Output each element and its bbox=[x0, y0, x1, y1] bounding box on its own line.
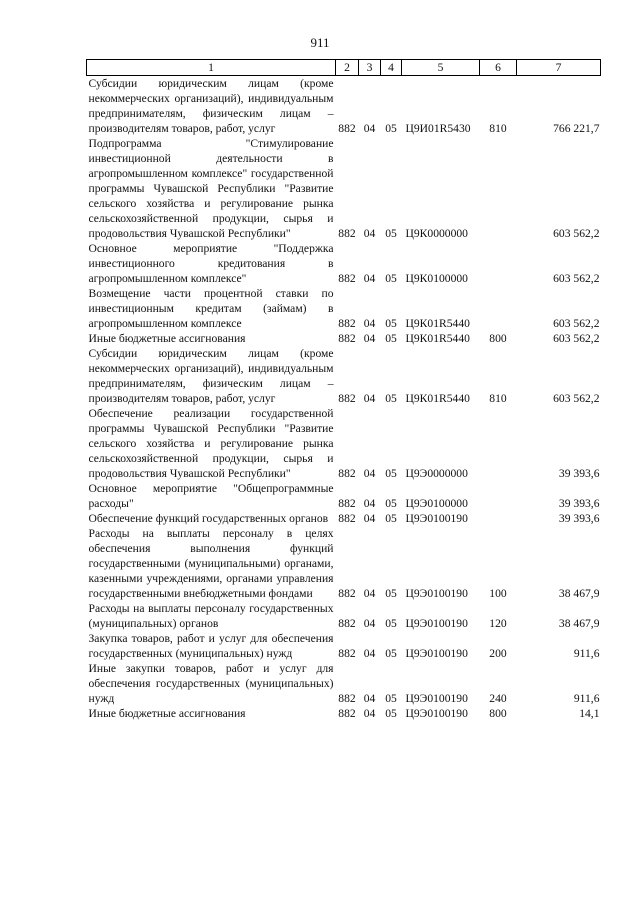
row-name-cell: Расходы на выплаты персоналу в целях обеспечения выполнения функций государственными (муниципальными) органами, казенными учреждениями, органами управления государственными внебюджетными фондами bbox=[88, 527, 334, 600]
target-article-cell: Ц9И01R5430 bbox=[405, 122, 471, 135]
gr-code-cell: 882 bbox=[338, 587, 356, 600]
row-name-cell: Возмещение части процентной ставки по инвестиционным кредитам (займам) в агропромышленном комплексе bbox=[88, 287, 334, 330]
subsection-code-cell: 05 bbox=[385, 692, 397, 705]
gr-code-cell: 882 bbox=[338, 332, 356, 345]
amount-cell: 39 393,6 bbox=[558, 497, 600, 510]
gr-code-cell: 882 bbox=[338, 392, 356, 405]
table-row bbox=[87, 526, 601, 601]
subsection-code-cell: 05 bbox=[385, 332, 397, 345]
target-article-cell: Ц9Э0100190 bbox=[405, 617, 468, 630]
amount-cell: 603 562,2 bbox=[553, 332, 600, 345]
section-code-cell: 04 bbox=[363, 497, 376, 510]
amount-cell: 39 393,6 bbox=[558, 467, 600, 480]
row-name-cell: Основное мероприятие "Общепрограммные расходы" bbox=[88, 482, 334, 510]
expense-type-cell: 810 bbox=[489, 392, 507, 405]
amount-cell: 603 562,2 bbox=[553, 317, 600, 330]
gr-code-cell: 882 bbox=[338, 512, 356, 525]
expense-type-cell bbox=[480, 406, 517, 481]
column-number-cell: 6 bbox=[480, 60, 517, 76]
section-code-cell: 04 bbox=[363, 587, 376, 600]
section-code-cell: 04 bbox=[363, 122, 376, 135]
section-code-cell: 04 bbox=[363, 467, 376, 480]
column-number-cell: 5 bbox=[402, 60, 480, 76]
gr-code-cell: 882 bbox=[338, 647, 356, 660]
amount-cell: 38 467,9 bbox=[558, 587, 600, 600]
target-article-cell: Ц9К01R5440 bbox=[405, 392, 470, 405]
section-code-cell: 04 bbox=[363, 692, 376, 705]
section-code-cell: 04 bbox=[363, 317, 376, 330]
gr-code-cell: 882 bbox=[338, 272, 356, 285]
expense-type-cell: 800 bbox=[489, 707, 507, 720]
section-code-cell: 04 bbox=[363, 332, 376, 345]
expense-type-cell: 240 bbox=[489, 692, 507, 705]
subsection-code-cell: 05 bbox=[385, 467, 397, 480]
column-number-cell: 2 bbox=[336, 60, 359, 76]
column-number-cell: 1 bbox=[87, 60, 336, 76]
expense-type-cell bbox=[480, 241, 517, 286]
row-name-cell: Иные бюджетные ассигнования bbox=[88, 707, 246, 720]
subsection-code-cell: 05 bbox=[385, 707, 397, 720]
section-code-cell: 04 bbox=[363, 227, 376, 240]
table-row bbox=[87, 661, 601, 706]
table-row bbox=[87, 406, 601, 481]
row-name-cell: Иные закупки товаров, работ и услуг для обеспечения государственных (муниципальных) нужд bbox=[88, 662, 334, 705]
section-code-cell: 04 bbox=[363, 272, 376, 285]
section-code-cell: 04 bbox=[363, 512, 376, 525]
amount-cell: 911,6 bbox=[573, 647, 600, 660]
amount-cell: 603 562,2 bbox=[553, 227, 600, 240]
page-number: 911 bbox=[310, 35, 330, 50]
section-code-cell: 04 bbox=[363, 647, 376, 660]
amount-cell: 766 221,7 bbox=[553, 122, 600, 135]
target-article-cell: Ц9Э0100190 bbox=[405, 692, 468, 705]
row-name-cell: Субсидии юридическим лицам (кроме некоммерческих организаций), индивидуальным предпринимателям, физическим лицам – производителям товаров, работ, услуг bbox=[88, 347, 334, 405]
section-code-cell: 04 bbox=[363, 617, 376, 630]
target-article-cell: Ц9К0000000 bbox=[405, 227, 468, 240]
expense-type-cell bbox=[480, 481, 517, 511]
subsection-code-cell: 05 bbox=[385, 122, 397, 135]
gr-code-cell: 882 bbox=[338, 467, 356, 480]
row-name-cell: Закупка товаров, работ и услуг для обеспечения государственных (муниципальных) нужд bbox=[88, 632, 334, 660]
subsection-code-cell: 05 bbox=[385, 647, 397, 660]
table-row bbox=[87, 136, 601, 241]
gr-code-cell: 882 bbox=[338, 122, 356, 135]
table-row bbox=[87, 331, 601, 346]
target-article-cell: Ц9К01R5440 bbox=[405, 332, 470, 345]
table-row bbox=[87, 511, 601, 526]
table-row bbox=[87, 601, 601, 631]
amount-cell: 911,6 bbox=[573, 692, 600, 705]
target-article-cell: Ц9Э0100190 bbox=[405, 647, 468, 660]
table-row bbox=[87, 346, 601, 406]
section-code-cell: 04 bbox=[363, 707, 376, 720]
subsection-code-cell: 05 bbox=[385, 227, 397, 240]
gr-code-cell: 882 bbox=[338, 317, 356, 330]
table-body bbox=[87, 76, 601, 722]
table-row bbox=[87, 481, 601, 511]
subsection-code-cell: 05 bbox=[385, 497, 397, 510]
section-code-cell: 04 bbox=[363, 392, 376, 405]
table-row bbox=[87, 706, 601, 721]
target-article-cell: Ц9Э0100190 bbox=[405, 587, 468, 600]
subsection-code-cell: 05 bbox=[385, 272, 397, 285]
gr-code-cell: 882 bbox=[338, 227, 356, 240]
subsection-code-cell: 05 bbox=[385, 392, 397, 405]
expense-type-cell bbox=[480, 511, 517, 526]
amount-cell: 39 393,6 bbox=[558, 512, 600, 525]
budget-table bbox=[86, 59, 601, 721]
amount-cell: 14,1 bbox=[579, 707, 600, 720]
column-number-cell: 7 bbox=[517, 60, 601, 76]
table-row bbox=[87, 286, 601, 331]
amount-cell: 603 562,2 bbox=[553, 392, 600, 405]
gr-code-cell: 882 bbox=[338, 707, 356, 720]
amount-cell: 38 467,9 bbox=[558, 617, 600, 630]
expense-type-cell: 810 bbox=[489, 122, 507, 135]
target-article-cell: Ц9Э0100000 bbox=[405, 497, 468, 510]
column-number-cell: 4 bbox=[381, 60, 402, 76]
table-row bbox=[87, 241, 601, 286]
column-number-row bbox=[87, 60, 601, 76]
table-row bbox=[87, 76, 601, 137]
subsection-code-cell: 05 bbox=[385, 317, 397, 330]
row-name-cell: Основное мероприятие "Поддержка инвестиционного кредитования в агропромышленном комплексе" bbox=[88, 242, 334, 285]
table-row bbox=[87, 631, 601, 661]
column-number-cell: 3 bbox=[359, 60, 381, 76]
target-article-cell: Ц9Э0100190 bbox=[405, 707, 468, 720]
target-article-cell: Ц9Э0100190 bbox=[405, 512, 468, 525]
subsection-code-cell: 05 bbox=[385, 617, 397, 630]
subsection-code-cell: 05 bbox=[385, 512, 397, 525]
target-article-cell: Ц9К0100000 bbox=[405, 272, 468, 285]
subsection-code-cell: 05 bbox=[385, 587, 397, 600]
gr-code-cell: 882 bbox=[338, 692, 356, 705]
expense-type-cell: 200 bbox=[489, 647, 507, 660]
row-name-cell: Обеспечение функций государственных органов bbox=[88, 512, 329, 525]
expense-type-cell: 100 bbox=[489, 587, 507, 600]
amount-cell: 603 562,2 bbox=[553, 272, 600, 285]
expense-type-cell: 800 bbox=[489, 332, 507, 345]
row-name-cell: Расходы на выплаты персоналу государственных (муниципальных) органов bbox=[88, 602, 334, 630]
target-article-cell: Ц9К01R5440 bbox=[405, 317, 470, 330]
row-name-cell: Иные бюджетные ассигнования bbox=[88, 332, 246, 345]
expense-type-cell bbox=[480, 286, 517, 331]
gr-code-cell: 882 bbox=[338, 617, 356, 630]
row-name-cell: Субсидии юридическим лицам (кроме некоммерческих организаций), индивидуальным предпринимателям, физическим лицам – производителям товаров, работ, услуг bbox=[88, 77, 334, 135]
gr-code-cell: 882 bbox=[338, 497, 356, 510]
expense-type-cell bbox=[480, 136, 517, 241]
row-name-cell: Подпрограмма "Стимулирование инвестиционной деятельности в агропромышленном комплексе" государственной программы Чувашской Республики "Развитие сельского хозяйства и регулирование рынка сельскохозяйственной продукции, сырья и продовольствия Чувашской Республики" bbox=[88, 137, 334, 240]
expense-type-cell: 120 bbox=[489, 617, 507, 630]
target-article-cell: Ц9Э0000000 bbox=[405, 467, 468, 480]
row-name-cell: Обеспечение реализации государственной программы Чувашской Республики "Развитие сельского хозяйства и регулирование рынка сельскохозяйственной продукции, сырья и продовольствия Чувашской Республики" bbox=[88, 407, 334, 480]
